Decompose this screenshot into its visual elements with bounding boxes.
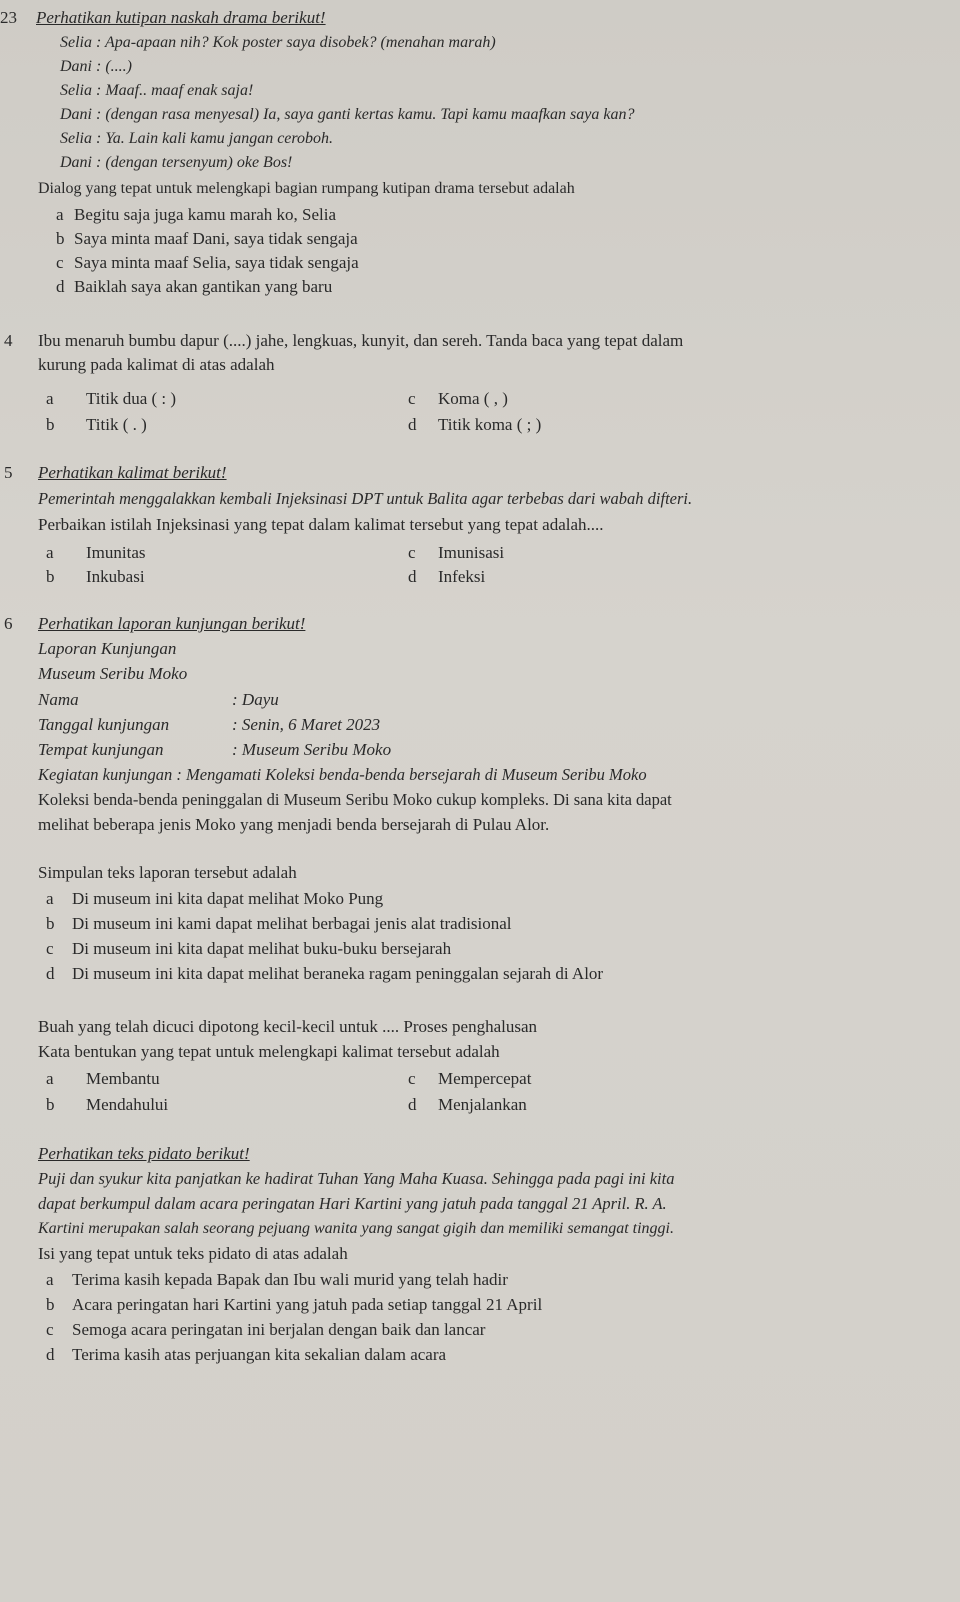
q25-option-c[interactable]: c Imunisasi	[408, 543, 505, 562]
q25-number: 5	[4, 463, 13, 482]
q23-dialog-2: Dani : (....)	[60, 58, 132, 75]
q23-option-d[interactable]: d Baiklah saya akan gantikan yang baru	[56, 277, 333, 296]
q24-question-line-1: Ibu menaruh bumbu dapur (....) jahe, lengkuas, kunyit, dan sereh. Tanda baca yang tepat dalam	[38, 331, 684, 350]
report-field-tanggal-value: : Senin, 6 Maret 2023	[232, 715, 381, 734]
q23-number: 23	[0, 8, 17, 27]
q26-title: Perhatikan laporan kunjungan berikut!	[38, 614, 306, 633]
q23-option-a[interactable]: a Begitu saja juga kamu marah ko, Selia	[56, 205, 337, 224]
q28-option-c[interactable]: c Semoga acara peringatan ini berjalan dengan baik dan lancar	[46, 1320, 486, 1339]
q25-sentence: Pemerintah menggalakkan kembali Injeksinasi DPT untuk Balita agar terbebas dari wabah difteri.	[38, 489, 693, 508]
q28-option-b[interactable]: b Acara peringatan hari Kartini yang jatuh pada setiap tanggal 21 April	[46, 1295, 543, 1314]
q25-option-a[interactable]: a Imunitas	[46, 543, 146, 562]
q24-question-line-2: kurung pada kalimat di atas adalah	[38, 355, 275, 374]
q23-option-b[interactable]: b Saya minta maaf Dani, saya tidak sengaja	[56, 229, 358, 248]
q23-option-c[interactable]: c Saya minta maaf Selia, saya tidak sengaja	[56, 253, 359, 272]
report-title-2: Museum Seribu Moko	[38, 664, 188, 683]
q26-option-b[interactable]: b Di museum ini kami dapat melihat berbagai jenis alat tradisional	[46, 914, 512, 933]
q26-option-a[interactable]: a Di museum ini kita dapat melihat Moko Pung	[46, 889, 384, 908]
q25-question: Perbaikan istilah Injeksinasi yang tepat dalam kalimat tersebut yang tepat adalah....	[38, 515, 604, 534]
q24-option-a[interactable]: a Titik dua ( : )	[46, 389, 177, 408]
q27-question-line-1: Buah yang telah dicuci dipotong kecil-kecil untuk .... Proses penghalusan	[38, 1017, 538, 1036]
q26-number: 6	[4, 614, 13, 633]
q28-option-d[interactable]: d Terima kasih atas perjuangan kita sekalian dalam acara	[46, 1345, 447, 1364]
q24-number: 4	[4, 331, 13, 350]
report-kegiatan: Kegiatan kunjungan : Mengamati Koleksi benda-benda bersejarah di Museum Seribu Moko	[38, 765, 647, 784]
q23-question: Dialog yang tepat untuk melengkapi bagian rumpang kutipan drama tersebut adalah	[38, 180, 575, 197]
q26-question: Simpulan teks laporan tersebut adalah	[38, 863, 297, 882]
q24-option-c[interactable]: c Koma ( , )	[408, 389, 508, 408]
q24-option-d[interactable]: d Titik koma ( ; )	[408, 415, 542, 434]
q25-option-b[interactable]: b Inkubasi	[46, 567, 145, 586]
q23-dialog-1: Selia : Apa-apaan nih? Kok poster saya disobek? (menahan marah)	[60, 34, 496, 51]
report-body-2: melihat beberapa jenis Moko yang menjadi benda bersejarah di Pulau Alor.	[38, 815, 550, 834]
q27-option-c[interactable]: c Mempercepat	[408, 1069, 532, 1088]
q28-option-a[interactable]: a Terima kasih kepada Bapak dan Ibu wali murid yang telah hadir	[46, 1270, 508, 1289]
q26-option-c[interactable]: c Di museum ini kita dapat melihat buku-buku bersejarah	[46, 939, 452, 958]
report-field-tempat-value: : Museum Seribu Moko	[232, 740, 392, 759]
report-field-tempat-label: Tempat kunjungan	[38, 740, 164, 759]
q28-question: Isi yang tepat untuk teks pidato di atas adalah	[38, 1244, 348, 1263]
q27-question-line-2: Kata bentukan yang tepat untuk melengkapi kalimat tersebut adalah	[38, 1042, 500, 1061]
q27-option-b[interactable]: b Mendahului	[46, 1095, 169, 1114]
report-field-tanggal-label: Tanggal kunjungan	[38, 715, 170, 734]
q28-text-1: Puji dan syukur kita panjatkan ke hadirat Tuhan Yang Maha Kuasa. Sehingga pada pagi ini kita	[38, 1169, 675, 1188]
report-title-1: Laporan Kunjungan	[38, 639, 177, 658]
q23-title: Perhatikan kutipan naskah drama berikut!	[36, 8, 326, 27]
q28-text-2: dapat berkumpul dalam acara peringatan Hari Kartini yang jatuh pada tanggal 21 April. R. A.	[38, 1194, 667, 1213]
q25-title: Perhatikan kalimat berikut!	[38, 463, 227, 482]
q25-option-d[interactable]: d Infeksi	[408, 567, 486, 586]
report-body-1: Koleksi benda-benda peninggalan di Museum Seribu Moko cukup kompleks. Di sana kita dapat	[38, 790, 672, 809]
q28-text-3: Kartini merupakan salah seorang pejuang wanita yang sangat gigih dan memiliki semangat tinggi.	[38, 1220, 674, 1237]
q27-option-d[interactable]: d Menjalankan	[408, 1095, 527, 1114]
q23-dialog-5: Selia : Ya. Lain kali kamu jangan ceroboh.	[60, 130, 334, 147]
q23-dialog-6: Dani : (dengan tersenyum) oke Bos!	[60, 154, 293, 171]
q23-dialog-4: Dani : (dengan rasa menyesal) Ia, saya ganti kertas kamu. Tapi kamu maafkan saya kan?	[60, 106, 635, 123]
q27-option-a[interactable]: a Membantu	[46, 1069, 160, 1088]
q24-option-b[interactable]: b Titik ( . )	[46, 415, 147, 434]
report-field-nama-label: Nama	[38, 690, 79, 709]
q23-dialog-3: Selia : Maaf.. maaf enak saja!	[60, 82, 254, 99]
q26-option-d[interactable]: d Di museum ini kita dapat melihat beraneka ragam peninggalan sejarah di Alor	[46, 964, 604, 983]
q28-title: Perhatikan teks pidato berikut!	[38, 1144, 250, 1163]
report-field-nama-value: : Dayu	[232, 690, 279, 709]
